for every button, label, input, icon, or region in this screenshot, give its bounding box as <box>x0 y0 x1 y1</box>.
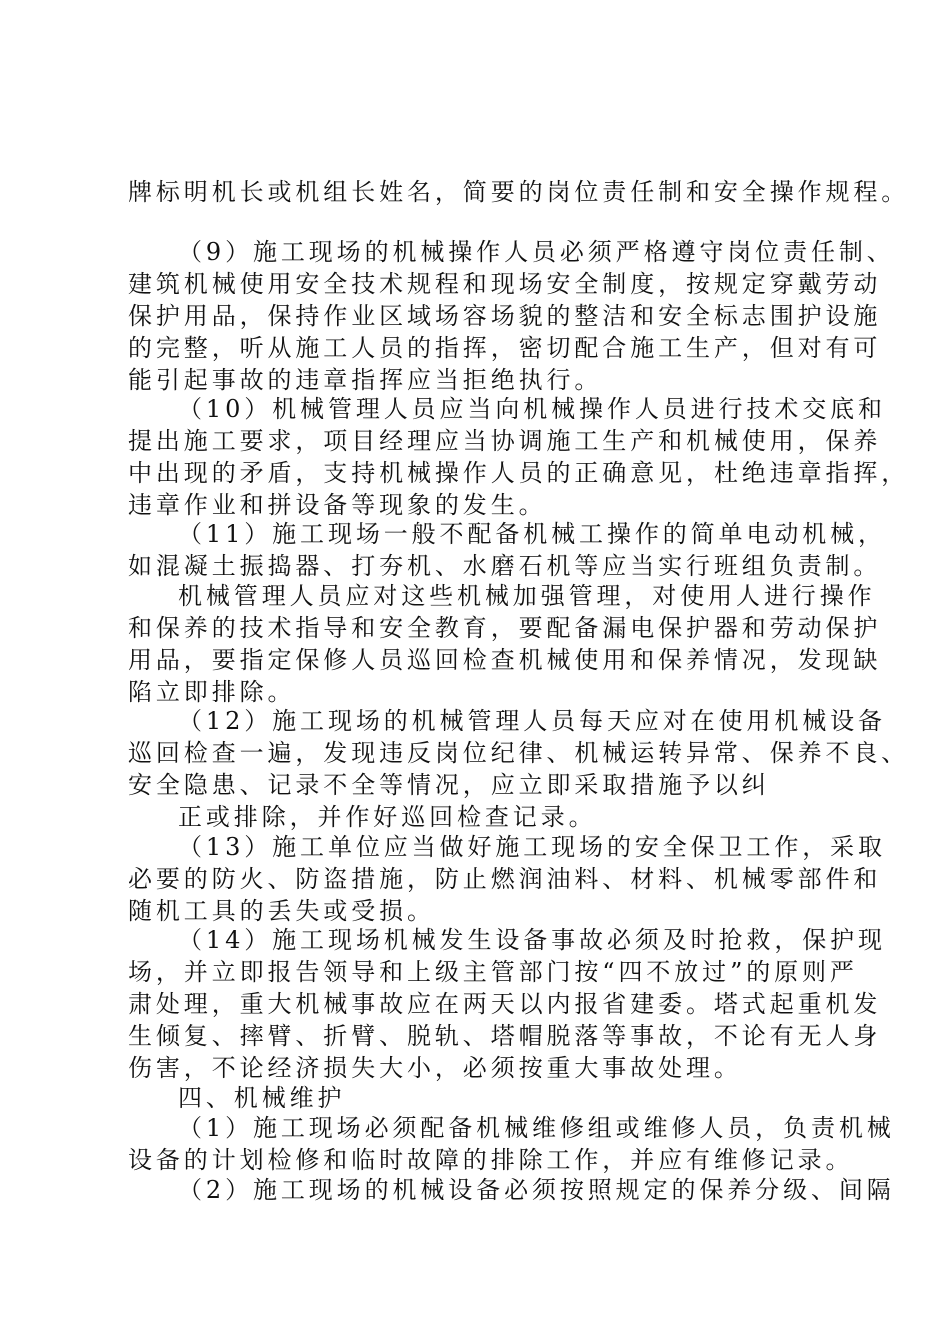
text-line: 随机工具的丢失或受损。 <box>128 897 435 925</box>
text-line: 安全隐患、记录不全等情况，应立即采取措施予以纠 <box>128 771 770 799</box>
text-line: （14）施工现场机械发生设备事故必须及时抢救，保护现 <box>178 926 886 954</box>
text-line: 牌标明机长或机组长姓名，简要的岗位责任制和安全操作规程。 <box>128 178 910 206</box>
text-line: 必要的防火、防盗措施，防止燃润油料、材料、机械零部件和 <box>128 865 882 893</box>
text-line: （2）施工现场的机械设备必须按照规定的保养分级、间隔 <box>178 1176 895 1204</box>
text-line: 能引起事故的违章指挥应当拒绝执行。 <box>128 366 603 394</box>
text-line: 伤害，不论经济损失大小，必须按重大事故处理。 <box>128 1054 742 1082</box>
text-line: 场，并立即报告领导和上级主管部门按“四不放过”的原则严 <box>128 958 858 986</box>
text-line: 设备的计划检修和临时故障的排除工作，并应有维修记录。 <box>128 1146 854 1174</box>
text-line: 机械管理人员应对这些机械加强管理，对使用人进行操作 <box>178 582 876 610</box>
text-line: 正或排除，并作好巡回检查记录。 <box>178 803 597 831</box>
text-line: （9）施工现场的机械操作人员必须严格遵守岗位责任制、 <box>178 238 895 266</box>
text-line: 保护用品，保持作业区域场容场貌的整洁和安全标志围护设施 <box>128 302 882 330</box>
text-line: 如混凝土振捣器、打夯机、水磨石机等应当实行班组负责制。 <box>128 552 882 580</box>
text-line: 的完整，听从施工人员的指挥，密切配合施工生产，但对有可 <box>128 334 882 362</box>
text-line: （1）施工现场必须配备机械维修组或维修人员，负责机械 <box>178 1114 895 1142</box>
text-line: 建筑机械使用安全技术规程和现场安全制度，按规定穿戴劳动 <box>128 270 882 298</box>
text-line: 用品，要指定保修人员巡回检查机械使用和保养情况，发现缺 <box>128 646 882 674</box>
text-line: 和保养的技术指导和安全教育，要配备漏电保护器和劳动保护 <box>128 614 882 642</box>
text-line: （13）施工单位应当做好施工现场的安全保卫工作，采取 <box>178 833 886 861</box>
text-line: 生倾复、摔臂、折臂、脱轨、塔帽脱落等事故，不论有无人身 <box>128 1022 882 1050</box>
text-line: 违章作业和拼设备等现象的发生。 <box>128 491 547 519</box>
text-line: 肃处理，重大机械事故应在两天以内报省建委。塔式起重机发 <box>128 990 882 1018</box>
text-line: 陷立即排除。 <box>128 678 296 706</box>
text-line: 中出现的矛盾，支持机械操作人员的正确意见，杜绝违章指挥， <box>128 459 910 487</box>
text-line: 提出施工要求，项目经理应当协调施工生产和机械使用，保养 <box>128 427 882 455</box>
text-line: 巡回检查一遍，发现违反岗位纪律、机械运转异常、保养不良、 <box>128 739 910 767</box>
text-line: （11）施工现场一般不配备机械工操作的简单电动机械， <box>178 520 886 548</box>
section-heading: 四、机械维护 <box>178 1084 346 1112</box>
text-line: （12）施工现场的机械管理人员每天应对在使用机械设备 <box>178 707 886 735</box>
text-line: （10）机械管理人员应当向机械操作人员进行技术交底和 <box>178 395 886 423</box>
